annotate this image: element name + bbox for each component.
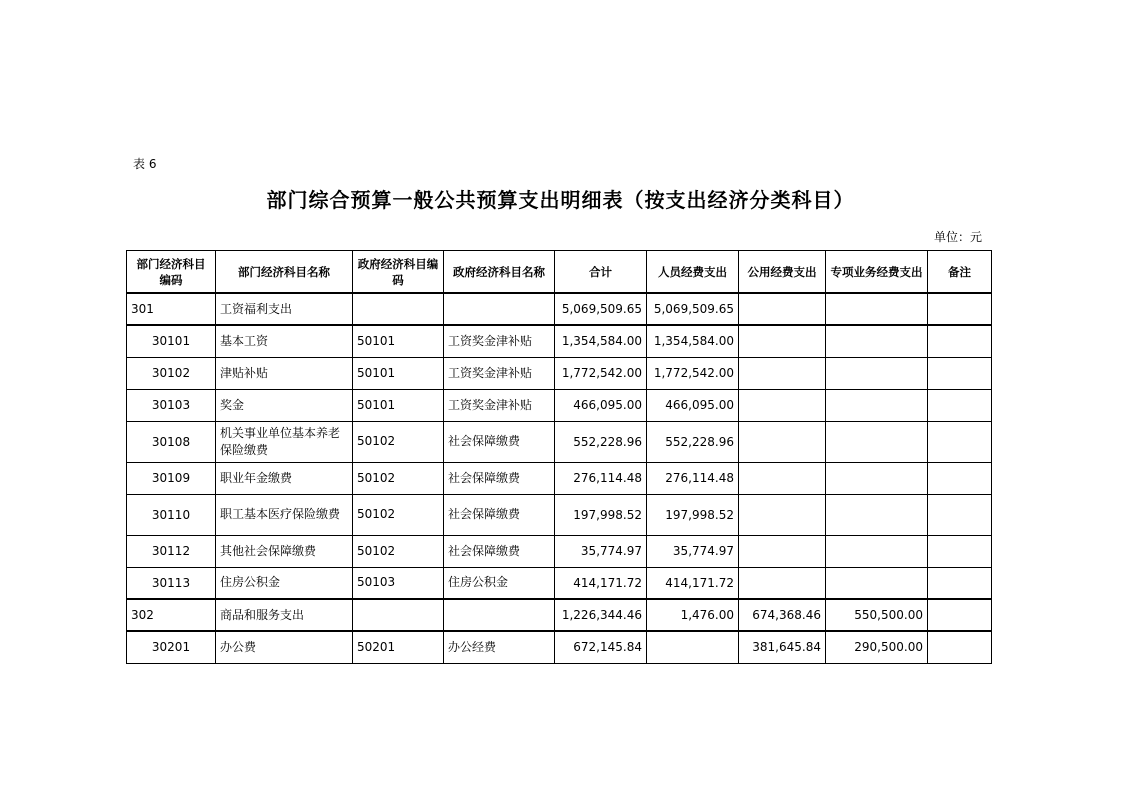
- cell-note: [928, 494, 992, 535]
- cell-special: 290,500.00: [826, 631, 928, 663]
- table-header-row: [127, 251, 992, 294]
- cell-note: [928, 535, 992, 567]
- unit-label: 单位：元: [933, 230, 982, 244]
- cell-dept-name: 商品和服务支出: [216, 599, 353, 631]
- table-row: [127, 535, 992, 567]
- cell-personnel: 276,114.48: [647, 462, 739, 494]
- cell-total: 276,114.48: [555, 462, 647, 494]
- cell-dept-code: 30103: [127, 389, 216, 421]
- cell-total: 1,354,584.00: [555, 325, 647, 357]
- cell-personnel: 5,069,509.65: [647, 293, 739, 325]
- table-row: [127, 567, 992, 599]
- cell-personnel: 197,998.52: [647, 494, 739, 535]
- table-row: [127, 357, 992, 389]
- cell-note: [928, 567, 992, 599]
- cell-dept-code: 30113: [127, 567, 216, 599]
- cell-gov-code: 50101: [353, 357, 444, 389]
- cell-dept-name: 基本工资: [216, 325, 353, 357]
- cell-dept-code: 302: [127, 599, 216, 631]
- cell-total: 5,069,509.65: [555, 293, 647, 325]
- cell-special: [826, 293, 928, 325]
- cell-special: [826, 567, 928, 599]
- cell-public: [739, 325, 826, 357]
- cell-gov-code: [353, 599, 444, 631]
- cell-dept-name: 机关事业单位基本养老保险缴费: [216, 421, 353, 462]
- cell-total: 197,998.52: [555, 494, 647, 535]
- cell-dept-code: 30108: [127, 421, 216, 462]
- cell-dept-code: 30109: [127, 462, 216, 494]
- cell-public: [739, 389, 826, 421]
- cell-special: [826, 325, 928, 357]
- cell-total: 414,171.72: [555, 567, 647, 599]
- cell-gov-name: 社会保障缴费: [444, 494, 555, 535]
- cell-public: 674,368.46: [739, 599, 826, 631]
- cell-dept-code: 30110: [127, 494, 216, 535]
- cell-special: [826, 421, 928, 462]
- cell-total: 552,228.96: [555, 421, 647, 462]
- cell-total: 35,774.97: [555, 535, 647, 567]
- cell-public: 381,645.84: [739, 631, 826, 663]
- table-row: [127, 293, 992, 325]
- column-header-special: 专项业务经费支出: [826, 251, 928, 294]
- cell-gov-code: 50102: [353, 462, 444, 494]
- cell-public: [739, 293, 826, 325]
- cell-gov-name: 社会保障缴费: [444, 535, 555, 567]
- cell-gov-name: [444, 599, 555, 631]
- cell-note: [928, 293, 992, 325]
- column-header-total: 合计: [555, 251, 647, 294]
- cell-note: [928, 325, 992, 357]
- cell-dept-name: 办公费: [216, 631, 353, 663]
- cell-dept-name: 工资福利支出: [216, 293, 353, 325]
- cell-public: [739, 567, 826, 599]
- cell-dept-code: 30102: [127, 357, 216, 389]
- cell-total: 672,145.84: [555, 631, 647, 663]
- column-header-gov-name: 政府经济科目名称: [444, 251, 555, 294]
- cell-gov-name: 工资奖金津补贴: [444, 389, 555, 421]
- cell-public: [739, 462, 826, 494]
- cell-total: 1,772,542.00: [555, 357, 647, 389]
- table-row: [127, 462, 992, 494]
- cell-special: [826, 535, 928, 567]
- table-row: [127, 631, 992, 663]
- cell-gov-code: 50103: [353, 567, 444, 599]
- cell-total: 466,095.00: [555, 389, 647, 421]
- cell-dept-name: 其他社会保障缴费: [216, 535, 353, 567]
- cell-dept-name: 职业年金缴费: [216, 462, 353, 494]
- cell-dept-code: 30101: [127, 325, 216, 357]
- cell-note: [928, 389, 992, 421]
- cell-public: [739, 357, 826, 389]
- cell-personnel: 35,774.97: [647, 535, 739, 567]
- column-header-gov-code: 政府经济科目编码: [353, 251, 444, 294]
- column-header-public: 公用经费支出: [739, 251, 826, 294]
- cell-dept-code: 30201: [127, 631, 216, 663]
- cell-gov-code: 50102: [353, 421, 444, 462]
- cell-gov-name: 工资奖金津补贴: [444, 325, 555, 357]
- column-header-note: 备注: [928, 251, 992, 294]
- cell-note: [928, 631, 992, 663]
- cell-personnel: 552,228.96: [647, 421, 739, 462]
- cell-note: [928, 462, 992, 494]
- cell-public: [739, 421, 826, 462]
- table-row: [127, 389, 992, 421]
- cell-gov-code: 50101: [353, 389, 444, 421]
- column-header-personnel: 人员经费支出: [647, 251, 739, 294]
- expenditure-detail-table: [126, 250, 992, 664]
- cell-personnel: 414,171.72: [647, 567, 739, 599]
- cell-dept-name: 奖金: [216, 389, 353, 421]
- cell-gov-name: 住房公积金: [444, 567, 555, 599]
- cell-gov-name: 社会保障缴费: [444, 421, 555, 462]
- column-header-dept-code: 部门经济科目编码: [127, 251, 216, 294]
- cell-dept-name: 住房公积金: [216, 567, 353, 599]
- cell-gov-code: 50201: [353, 631, 444, 663]
- cell-note: [928, 421, 992, 462]
- cell-note: [928, 357, 992, 389]
- cell-personnel: [647, 631, 739, 663]
- cell-gov-code: 50102: [353, 494, 444, 535]
- cell-gov-name: 办公经费: [444, 631, 555, 663]
- table-row: [127, 325, 992, 357]
- cell-gov-code: 50101: [353, 325, 444, 357]
- cell-special: 550,500.00: [826, 599, 928, 631]
- table-row: [127, 599, 992, 631]
- cell-gov-name: [444, 293, 555, 325]
- cell-gov-code: [353, 293, 444, 325]
- table-number-label: 表 6: [133, 157, 157, 171]
- cell-note: [928, 599, 992, 631]
- cell-personnel: 466,095.00: [647, 389, 739, 421]
- cell-special: [826, 389, 928, 421]
- column-header-dept-name: 部门经济科目名称: [216, 251, 353, 294]
- table-row: [127, 421, 992, 462]
- table-row: [127, 494, 992, 535]
- cell-public: [739, 535, 826, 567]
- cell-dept-code: 301: [127, 293, 216, 325]
- cell-public: [739, 494, 826, 535]
- document-title: 部门综合预算一般公共预算支出明细表（按支出经济分类科目）: [266, 188, 855, 212]
- cell-personnel: 1,354,584.00: [647, 325, 739, 357]
- cell-special: [826, 462, 928, 494]
- cell-dept-name: 职工基本医疗保险缴费: [216, 494, 353, 535]
- cell-personnel: 1,772,542.00: [647, 357, 739, 389]
- cell-dept-code: 30112: [127, 535, 216, 567]
- cell-special: [826, 494, 928, 535]
- cell-gov-code: 50102: [353, 535, 444, 567]
- cell-special: [826, 357, 928, 389]
- cell-personnel: 1,476.00: [647, 599, 739, 631]
- cell-gov-name: 社会保障缴费: [444, 462, 555, 494]
- cell-gov-name: 工资奖金津补贴: [444, 357, 555, 389]
- cell-total: 1,226,344.46: [555, 599, 647, 631]
- cell-dept-name: 津贴补贴: [216, 357, 353, 389]
